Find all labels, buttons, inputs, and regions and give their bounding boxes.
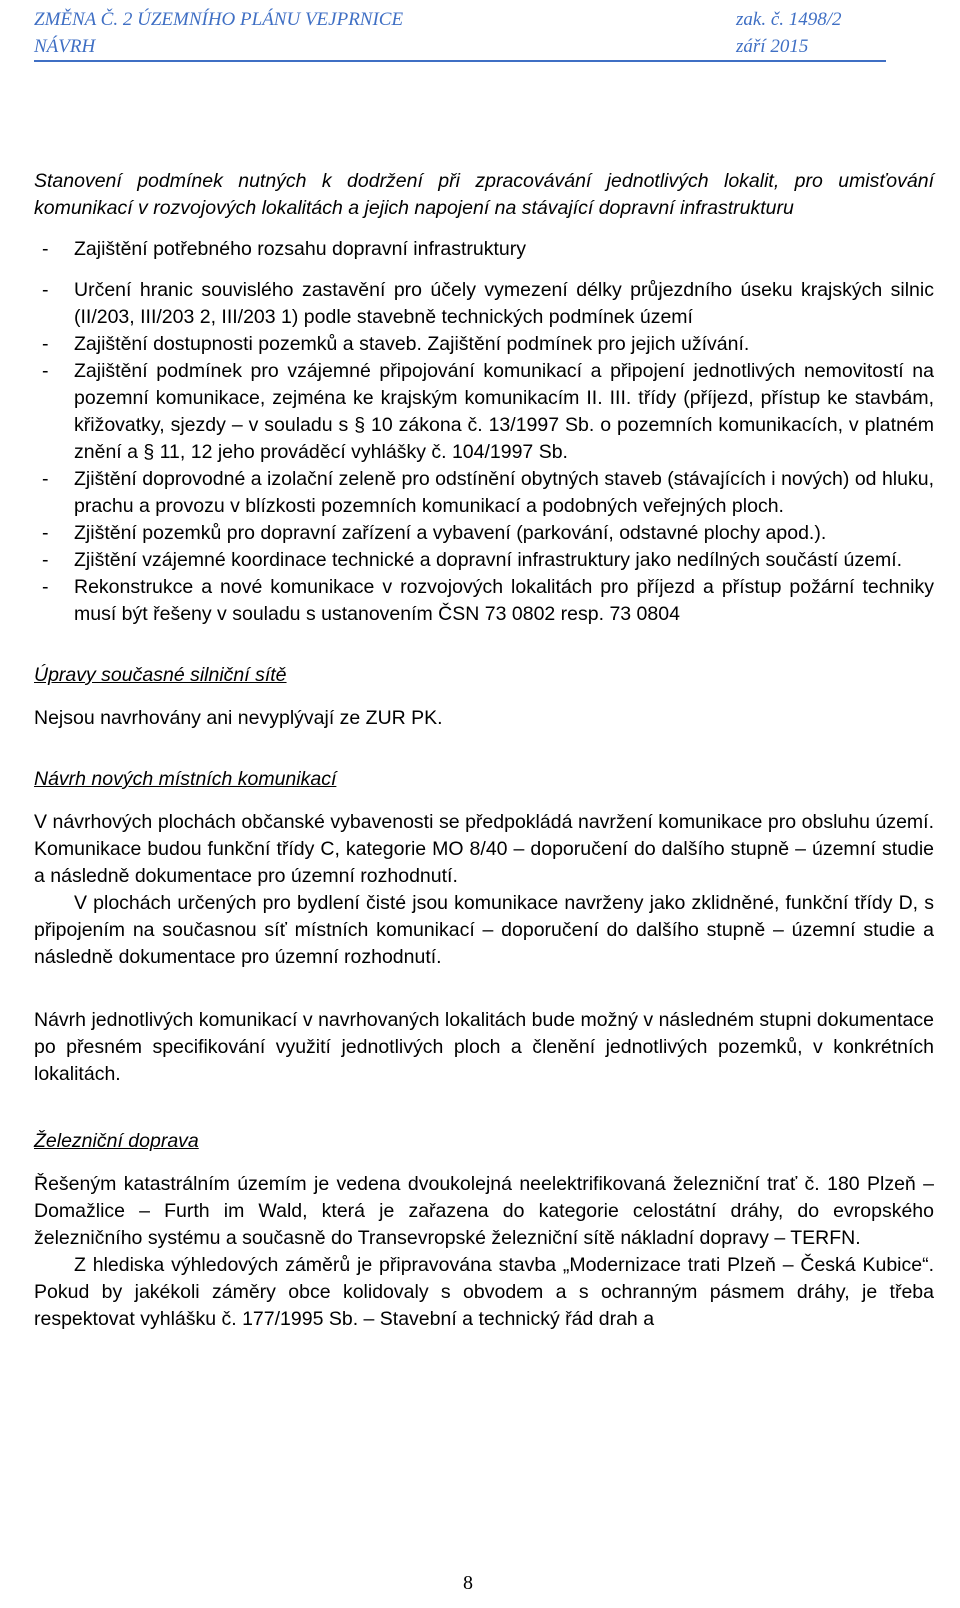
order-number: zak. č. 1498/2 bbox=[736, 9, 842, 30]
list-item: - Zajištění podmínek pro vzájemné připojování komunikací a připojení jednotlivých nemovitostí na pozemní komunikace, zejména ke krajským komunikacím II. III. třídy (příjezd, přístup ke stavbám, křižovatky, sjezdy – v souladu s § 10 zákona č. 13/1997 Sb. o pozemních komunikacích, v platném znění a § 11, 12 jeho prováděcí vyhlášky č. 104/1997 Sb. bbox=[34, 358, 934, 466]
document-title: ZMĚNA Č. 2 ÚZEMNÍHO PLÁNU VEJPRNICE bbox=[34, 9, 404, 30]
requirements-list-2 bbox=[34, 331, 934, 628]
header-rule bbox=[34, 60, 886, 62]
header-row-2 bbox=[34, 33, 886, 60]
section-heading-upravy: Úpravy současné silniční sítě bbox=[34, 664, 287, 686]
list-item: - Zjištění pozemků pro dopravní zařízení a vybavení (parkování, odstavné plochy apod.). bbox=[34, 520, 934, 547]
list-item: - Zajištění potřebného rozsahu dopravní infrastruktury bbox=[34, 236, 934, 263]
list-item: - Zjištění doprovodné a izolační zeleně pro odstínění obytných staveb (stávajících i nových) od hluku, prachu a provozu v blízkosti pozemních komunikací a podobných veřejných ploch. bbox=[34, 466, 934, 520]
requirements-list-1 bbox=[34, 236, 934, 331]
page-number: 8 bbox=[463, 1572, 473, 1594]
list-item: - Zajištění dostupnosti pozemků a staveb. Zajištění podmínek pro jejich užívání. bbox=[34, 331, 934, 358]
paragraph: V návrhových plochách občanské vybavenosti se předpokládá navržení komunikace pro obsluhu území. Komunikace budou funkční třídy C, kategorie MO 8/40 – doporučení do dalšího stupně – územní studie a následně dokumentace pro územní rozhodnutí. bbox=[34, 811, 934, 887]
list-item: - Rekonstrukce a nové komunikace v rozvojových lokalitách pro příjezd a přístup požární techniky musí být řešeny v souladu s ustanovením ČSN 73 0802 resp. 73 0804 bbox=[34, 574, 934, 628]
document-stage: NÁVRH bbox=[34, 36, 96, 57]
header-row-1 bbox=[34, 6, 886, 33]
section-heading-zeleznice: Železniční doprava bbox=[34, 1130, 199, 1152]
page-header bbox=[34, 6, 886, 62]
paragraph: Řešeným katastrálním územím je vedena dvoukolejná neelektrifikovaná železniční trať č. 180 Plzeň – Domažlice – Furth im Wald, která je zařazena do kategorie celostátní dráhy, do evropského železničního systému a současně do Transevropské železniční sítě nákladní dopravy – TERFN. bbox=[34, 1173, 934, 1249]
section-heading-navrh: Návrh nových místních komunikací bbox=[34, 768, 337, 790]
page-body bbox=[34, 168, 934, 1333]
list-item: - Zjištění vzájemné koordinace technické a dopravní infrastruktury jako nedílných součástí území. bbox=[34, 547, 934, 574]
paragraph: V plochách určených pro bydlení čisté jsou komunikace navrženy jako zklidněné, funkční třídy D, s připojením na současnou síť místních komunikací – doporučení do dalšího stupně – územní studie a následně dokumentace pro územní rozhodnutí. bbox=[34, 892, 934, 968]
list-item: - Určení hranic souvislého zastavění pro účely vymezení délky průjezdního úseku krajských silnic (II/203, III/203 2, III/203 1) podle stavebně technických podmínek území bbox=[34, 277, 934, 331]
paragraph: Návrh jednotlivých komunikací v navrhovaných lokalitách bude možný v následném stupni dokumentace po přesném specifikování využití jednotlivých ploch a členění jednotlivých pozemků, v konkrétních lokalitách. bbox=[34, 1009, 934, 1085]
section-text-upravy: Nejsou navrhovány ani nevyplývají ze ZUR PK. bbox=[34, 707, 443, 729]
document-date: září 2015 bbox=[736, 36, 809, 57]
intro-paragraph: Stanovení podmínek nutných k dodržení při zpracovávání jednotlivých lokalit, pro umisťování komunikací v rozvojových lokalitách a jejich napojení na stávající dopravní infrastrukturu bbox=[34, 170, 934, 219]
paragraph: Z hlediska výhledových záměrů je připravována stavba „Modernizace trati Plzeň – Česká Kubice“. Pokud by jakékoli záměry obce kolidovaly s obvodem a s ochranným pásmem dráhy, je třeba respektovat vyhlášku č. 177/1995 Sb. – Stavební a technický řád drah a bbox=[34, 1254, 934, 1330]
